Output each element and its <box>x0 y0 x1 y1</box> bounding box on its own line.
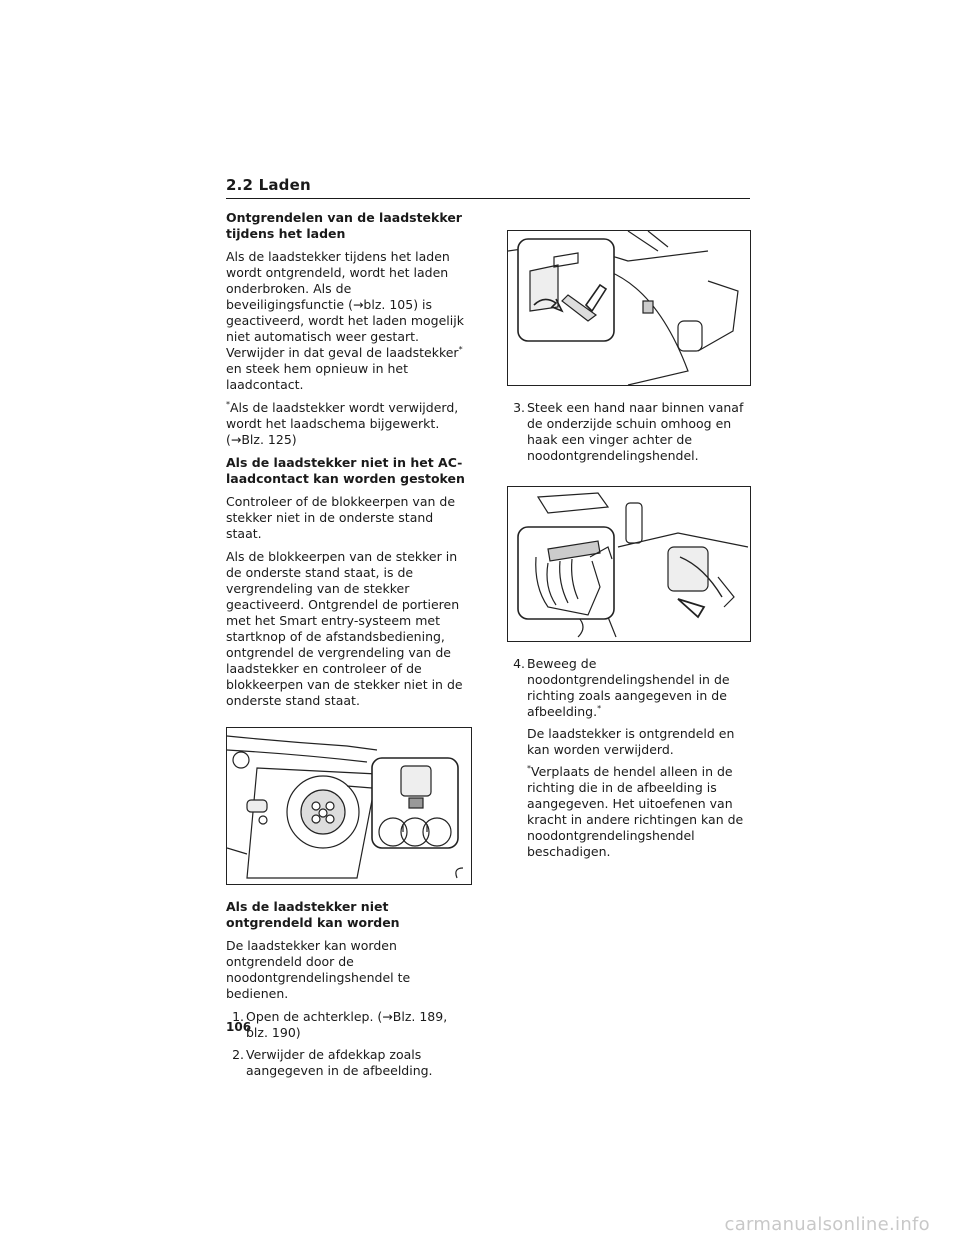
heading-unlock-while-charging: Ontgrendelen van de laadstekker tijdens het laden <box>226 210 462 241</box>
step-text: Beweeg de noodontgrendelingshendel in de richting zoals aangegeven in de afbeelding.* <box>527 656 730 719</box>
step-number: 4. <box>513 656 525 671</box>
hand-reaching-lever-illustration <box>507 486 751 642</box>
step-number: 2. <box>232 1047 244 1062</box>
step-3 <box>507 400 751 464</box>
footnote-schedule-update: *Als de laadstekker wordt verwijderd, wordt het laadschema bijgewerkt. (→Blz. 125) <box>226 399 459 447</box>
heading-cannot-unlock: Als de laadstekker niet ontgrendeld kan worden <box>226 899 400 930</box>
step-2 <box>226 1047 472 1079</box>
footnote-lever-direction: *Verplaats de hendel alleen in de richting die in de afbeelding is aangegeven. Het uitoefenen van kracht in andere richtingen kan de noodontgrendelingshendel beschadigen. <box>527 763 744 859</box>
step-4 <box>507 656 751 720</box>
step-number: 1. <box>232 1009 244 1024</box>
paragraph-emergency-release: De laadstekker kan worden ontgrendeld door de noodontgrendelingshendel te bedienen. <box>226 938 411 1001</box>
step-text: Open de achterklep. (→Blz. 189, blz. 190) <box>246 1009 448 1040</box>
step-text: Verwijder de afdekkap zoals aangegeven in de afbeelding. <box>246 1047 433 1078</box>
section-divider <box>226 198 750 199</box>
step-1 <box>226 1009 472 1041</box>
charging-port-illustration <box>226 727 472 885</box>
left-column <box>226 210 472 1085</box>
section-title: 2.2 Laden <box>226 176 311 194</box>
paragraph-lock-pin-down: Als de blokkeerpen van de stekker in de onderste stand staat, is de vergrendeling van de stekker geactiveerd. Ontgrendel de portieren met het Smart entry-systeem met startknop of de afstandsbediening, ontgrendel de vergrendeling van de laadstekker en controleer of de blokkeerpen van de stekker niet in de onderste stand staat. <box>226 549 463 708</box>
step-number: 3. <box>513 400 525 415</box>
watermark: carmanualsonline.info <box>724 1214 930 1235</box>
right-column <box>507 230 751 866</box>
step-text: Steek een hand naar binnen vanaf de onderzijde schuin omhoog en haak een vinger achter de noodontgrendelingshendel. <box>527 400 744 463</box>
paragraph-check-lock-pin: Controleer of de blokkeerpen van de stekker niet in de onderste stand staat. <box>226 494 456 541</box>
step-4-result: De laadstekker is ontgrendeld en kan worden verwijderd. <box>527 726 735 757</box>
page-number: 106 <box>226 1020 252 1034</box>
remove-cover-illustration <box>507 230 751 386</box>
heading-cannot-insert: Als de laadstekker niet in het AC-laadcontact kan worden gestoken <box>226 455 465 486</box>
paragraph-unlock-while-charging: Als de laadstekker tijdens het laden wordt ontgrendeld, wordt het laden onderbroken. Als de beveiligingsfunctie (→blz. 105) is geactiveerd, wordt het laden mogelijk niet automatisch weer gestart. Verwijder in dat geval de laadstekker* en steek hem opnieuw in het laadcontact. <box>226 249 464 392</box>
section-header <box>226 176 750 199</box>
